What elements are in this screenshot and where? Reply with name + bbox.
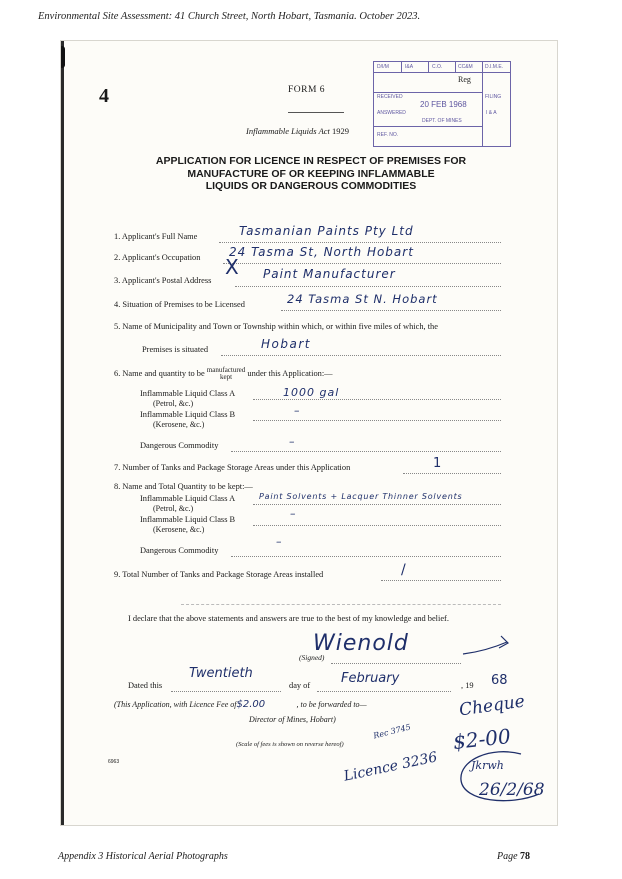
corner-mark: 4 [99,85,109,107]
q8-dangerous-value: – [276,535,282,548]
q8-class-a-value: Paint Solvents + Lacquer Thinner Solvents [259,492,463,501]
punch-hole [60,46,65,68]
stamp-ref: REF. NO. [377,132,399,138]
q8-class-b-sub: (Kerosene, &c.) [153,525,205,534]
q6-label: 6. Name and quantity to be manufactured kept under this Application:— [114,366,333,381]
scanned-form-sheet [60,40,558,826]
note-fee: $2-00 [451,724,512,754]
q6-class-a-value: 1000 gal [283,386,340,399]
stamp-header: C.O. [432,64,443,70]
field-label-2: 2. Applicant's Occupation [114,253,201,262]
q8-class-a-sub: (Petrol, &c.) [153,504,194,513]
applicant-occupation-value: 24 Tasma St, North Hobart [229,245,414,259]
stamp-header: CC&M [458,64,473,70]
ink-loop [451,746,551,808]
note-initials: Jkrwh [471,759,504,772]
field-label-4: 4. Situation of Premises to be Licensed [114,300,245,309]
signature-flourish [461,634,511,658]
form-title: APPLICATION FOR LICENCE IN RESPECT OF PREMISES FOR MANUFACTURE OF OR KEEPING INFLAMMABLE LIQUIDS OR DANGEROUS COMMODITIES [155,155,467,192]
stamp-code: I & A [486,110,497,116]
stamp-reg: Reg [458,75,471,84]
registry-stamp [373,61,511,147]
q8-class-a: Inflammable Liquid Class A [140,494,236,503]
q5-label-2: Premises is situated [142,345,209,354]
q6-dangerous-value: – [289,435,295,448]
fee-value: $2.00 [236,699,266,710]
note-licence: Licence 3236 [342,749,439,785]
q9-value: / [401,562,406,578]
signed-label: (Signed) [299,653,325,662]
note-cheque: Cheque [457,691,526,721]
municipality-value: Hobart [261,337,311,351]
q8-class-b-value: – [290,507,296,520]
q5-label: 5. Name of Municipality and Town or Township within which, or within five miles of which, the [114,322,438,331]
stamp-header: D.I.M.E. [485,64,504,70]
stamp-answered: ANSWERED [377,110,406,116]
premises-situation-value: 24 Tasma St N. Hobart [287,292,438,306]
declaration: I declare that the above statements and answers are true to the best of my knowledge and belief. [128,614,449,623]
fee-line: (This Application, with Licence Fee of$2.00 , to be forwarded to— [114,699,367,710]
q8-label: 8. Name and Total Quantity to be kept:— [114,482,253,491]
field-label-3: 3. Applicant's Postal Address [114,276,212,285]
postal-address-value: Paint Manufacturer [263,267,396,281]
note-date: 26/2/68 [479,780,545,800]
correction-cross: X [225,255,239,279]
field-label-1: 1. Applicant's Full Name [114,232,198,241]
year-prefix: , 19 [461,681,474,690]
q8-dangerous: Dangerous Commodity [140,546,219,555]
stamp-date: 20 FEB 1968 [420,100,467,109]
q7-value: 1 [433,456,442,471]
stamp-filing: FILING [485,94,502,100]
day-of-label: day of [289,681,311,690]
q6-class-b-value: – [294,404,300,417]
q6-class-b: Inflammable Liquid Class B [140,410,236,419]
signature: Wienold [313,631,409,656]
note-receipt: Rec 3745 [372,722,412,741]
stamp-received: RECEIVED [377,94,403,100]
q7-label: 7. Number of Tanks and Package Storage Areas under this Application [114,463,351,472]
dated-label: Dated this [128,681,163,690]
scale-note: (Scale of fees is shown on reverse hereof) [236,741,344,748]
dated-value: Twentieth [189,666,253,681]
divider [288,112,344,113]
month-value: February [341,671,400,686]
q6-class-b-sub: (Kerosene, &c.) [153,420,205,429]
q6-dangerous: Dangerous Commodity [140,441,219,450]
page-header: Environmental Site Assessment: 41 Church Street, North Hobart, Tasmania. October 2023. [38,11,421,22]
stamp-header: I&A [405,64,414,70]
form-number: FORM 6 [288,85,326,95]
stamp-dept: DEPT. OF MINES [422,118,462,124]
q9-label: 9. Total Number of Tanks and Package Storage Areas installed [114,570,324,579]
q6-class-a: Inflammable Liquid Class A [140,389,236,398]
year-value: 68 [491,673,508,688]
applicant-name-value: Tasmanian Paints Pty Ltd [239,224,414,238]
print-code: 6963 [108,759,120,765]
director-line: Director of Mines, Hobart) [249,715,336,724]
footer-page: Page 78 [497,851,531,862]
scan-edge [61,41,64,825]
q8-class-b: Inflammable Liquid Class B [140,515,236,524]
q6-class-a-sub: (Petrol, &c.) [153,399,194,408]
act-title: Inflammable Liquids Act 1929 [246,126,350,136]
footer-appendix: Appendix 3 Historical Aerial Photographs [58,851,228,862]
stamp-header: D/I/M [377,64,389,70]
